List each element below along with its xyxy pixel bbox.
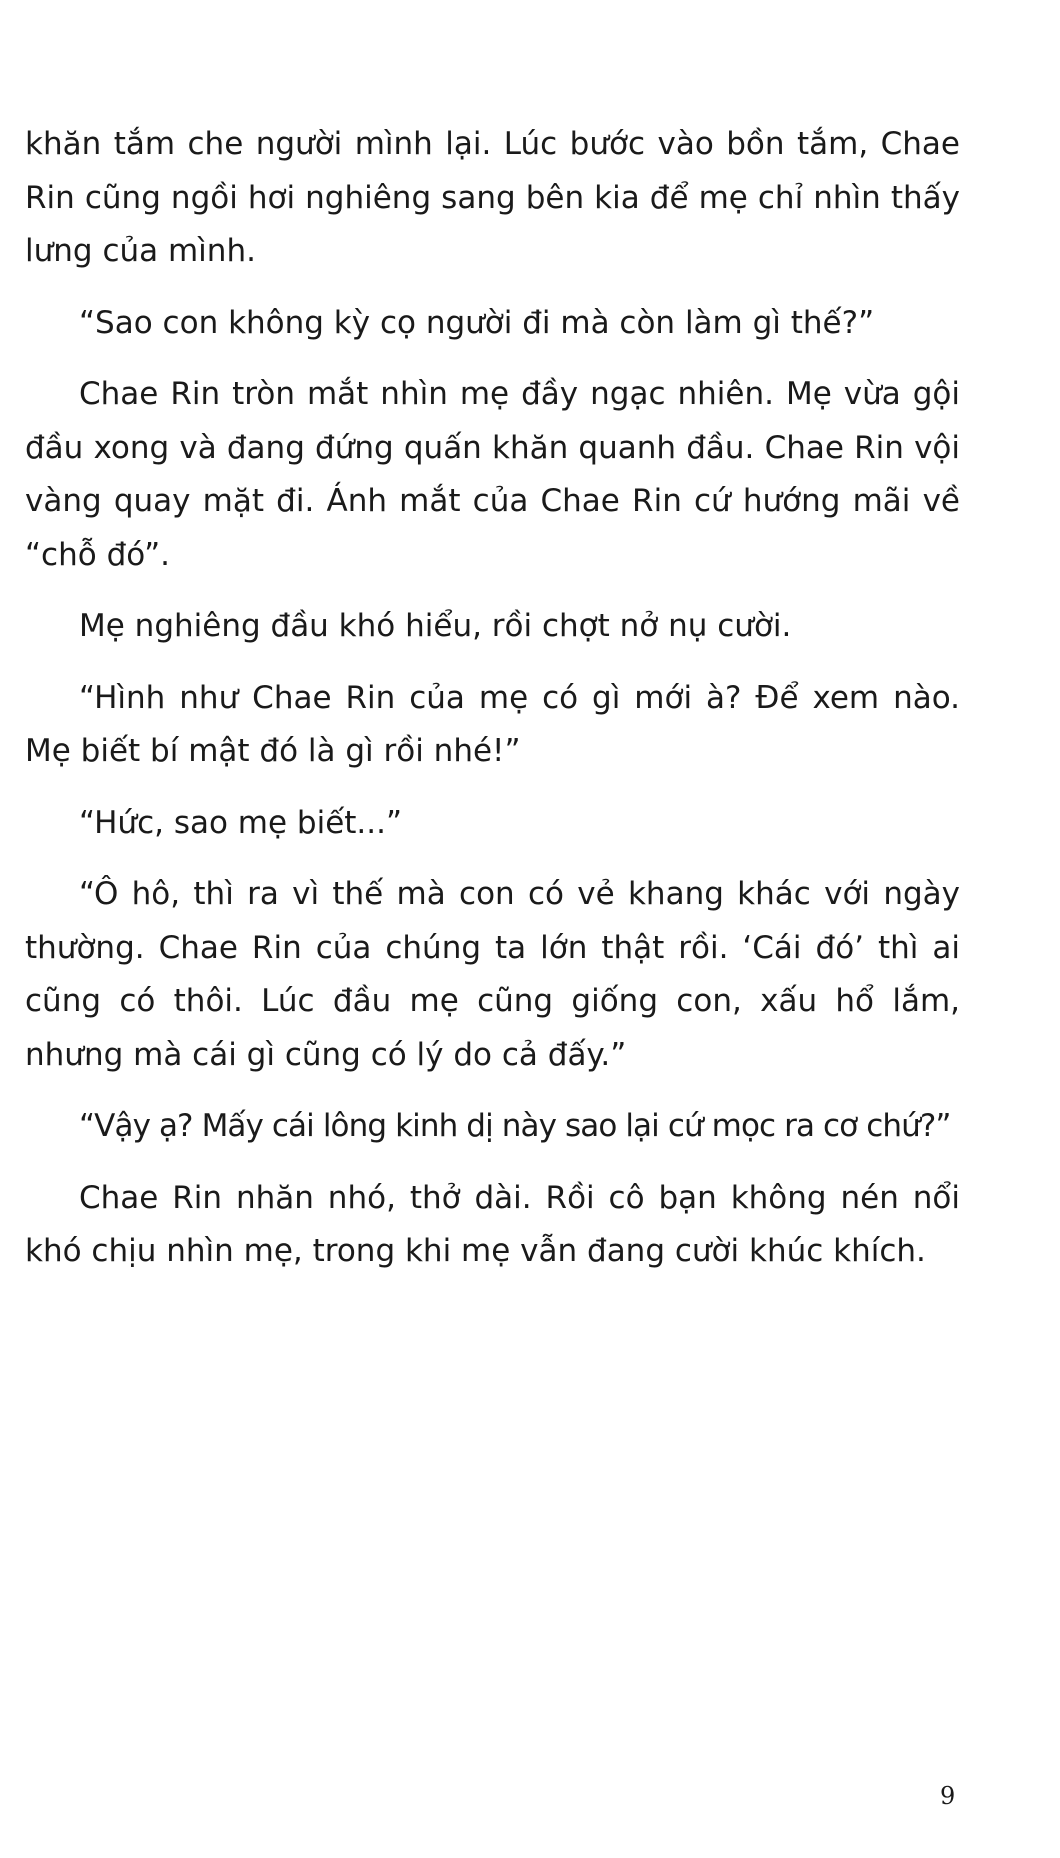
- body-text: [25, 118, 960, 1297]
- paragraph-continuation: khăn tắm che người mình lại. Lúc bước vào bồn tắm, Chae Rin cũng ngồi hơi nghiêng sang bên kia để mẹ chỉ nhìn thấy lưng của mình.: [25, 126, 960, 269]
- paragraph-narration: Mẹ nghiêng đầu khó hiểu, rồi chợt nở nụ cười.: [79, 608, 792, 644]
- page-number: 9: [940, 1782, 956, 1810]
- paragraph-narration: Chae Rin tròn mắt nhìn mẹ đầy ngạc nhiên. Mẹ vừa gội đầu xong và đang đứng quấn khăn quanh đầu. Chae Rin vội vàng quay mặt đi. Ánh mắt của Chae Rin cứ hướng mãi về “chỗ đó”.: [25, 376, 960, 573]
- paragraph-dialogue: “Vậy ạ? Mấy cái lông kinh dị này sao lại cứ mọc ra cơ chứ?”: [79, 1108, 951, 1144]
- paragraph-dialogue: “Ô hô, thì ra vì thế mà con có vẻ khang khác với ngày thường. Chae Rin của chúng ta lớn thật rồi. ‘Cái đó’ thì ai cũng có thôi. Lúc đầu mẹ cũng giống con, xấu hổ lắm, nhưng mà cái gì cũng có lý do cả đấy.”: [25, 876, 960, 1073]
- paragraph-dialogue: “Hình như Chae Rin của mẹ có gì mới à? Để xem nào. Mẹ biết bí mật đó là gì rồi nhé!”: [25, 679, 960, 769]
- paragraph-dialogue: “Hức, sao mẹ biết...”: [79, 804, 403, 841]
- paragraph-narration: Chae Rin nhăn nhó, thở dài. Rồi cô bạn không nén nổi khó chịu nhìn mẹ, trong khi mẹ vẫn đang cười khúc khích.: [25, 1179, 960, 1269]
- paragraph-dialogue: “Sao con không kỳ cọ người đi mà còn làm gì thế?”: [79, 304, 875, 341]
